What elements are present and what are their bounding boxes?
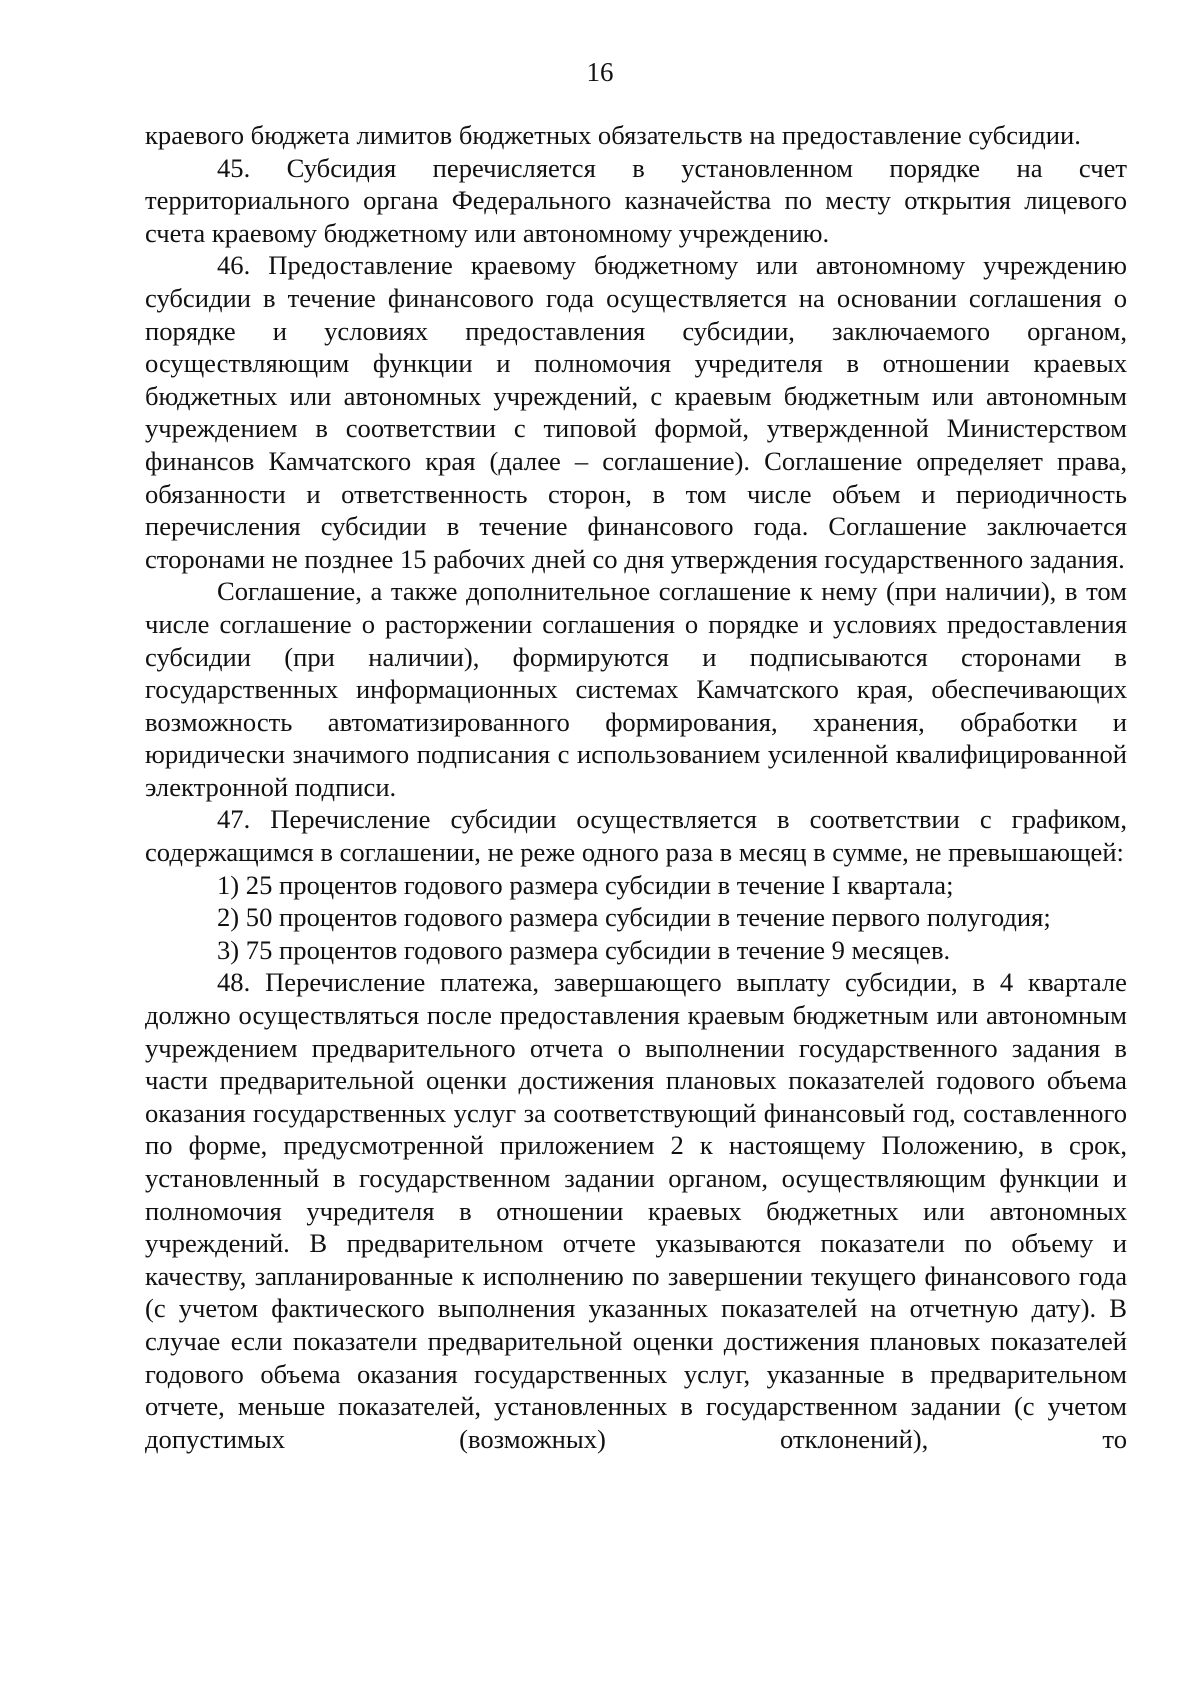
list-item-47-1: 1) 25 процентов годового размера субсидии в течение I квартала; bbox=[217, 869, 954, 900]
list-item-47-2: 2) 50 процентов годового размера субсидии в течение первого полугодия; bbox=[217, 902, 1051, 933]
paragraph-item-47: 47. Перечисление субсидии осуществляется в соответствии с графиком, содержащимся в соглашении, не реже одного раза в месяц в сумме, не превышающей: bbox=[145, 804, 1127, 868]
list-item-47-3: 3) 75 процентов годового размера субсидии в течение 9 месяцев. bbox=[217, 934, 951, 965]
document-body bbox=[145, 119, 1127, 1455]
paragraph-item-48: 48. Перечисление платежа, завершающего выплату субсидии, в 4 квартале должно осуществляться после предоставления краевым бюджетным или автономным учреждением предварительного отчета о выполнении государственного задания в части предварительной оценки достижения плановых показателей годового объема оказания государственных услуг за соответствующий финансовый год, составленного по форме, предусмотренной приложением 2 к настоящему Положению, в срок, установленный в государственном задании органом, осуществляющим функции и полномочия учредителя в отношении краевых бюджетных или автономных учреждений. В предварительном отчете указываются показатели по объему и качеству, запланированные к исполнению по завершении текущего финансового года (с учетом фактического выполнения указанных показателей на отчетную дату). В случае если показатели предварительной оценки достижения плановых показателей годового объема оказания государственных услуг, указанные в предварительном отчете, меньше показателей, установленных в государственном задании (с учетом допустимых (возможных) отклонений), то bbox=[145, 967, 1127, 1454]
paragraph-budget-limits: краевого бюджета лимитов бюджетных обязательств на предоставление субсидии. bbox=[145, 120, 1081, 150]
paragraph-item-46: 46. Предоставление краевому бюджетному или автономному учреждению субсидии в течение финансового года осуществляется на основании соглашения о порядке и условиях предоставления субсидии, заключаемого органом, осуществляющим функции и полномочия учредителя в отношении краевых бюджетных или автономных учреждений, с краевым бюджетным или автономным учреждением в соответствии с типовой формой, утвержденной Министерством финансов Камчатского края (далее – соглашение). Соглашение определяет права, обязанности и ответственность сторон, в том числе объем и периодичность перечисления субсидии в течение финансового года. Соглашение заключается сторонами не позднее 15 рабочих дней со дня утверждения государственного задания. bbox=[145, 250, 1127, 574]
paragraph-item-45: 45. Субсидия перечисляется в установленном порядке на счет территориального органа Федерального казначейства по месту открытия лицевого счета краевому бюджетному или автономному учреждению. bbox=[145, 152, 1127, 248]
page-number: 16 bbox=[586, 57, 614, 87]
paragraph-agreement-signing: Соглашение, а также дополнительное соглашение к нему (при наличии), в том числе соглашение о расторжении соглашения о порядке и условиях предоставления субсидии (при наличии), формируются и подписываются сторонами в государственных информационных системах Камчатского края, обеспечивающих возможность автоматизированного формирования, хранения, обработки и юридически значимого подписания с использованием усиленной квалифицированной электронной подписи. bbox=[145, 576, 1127, 802]
